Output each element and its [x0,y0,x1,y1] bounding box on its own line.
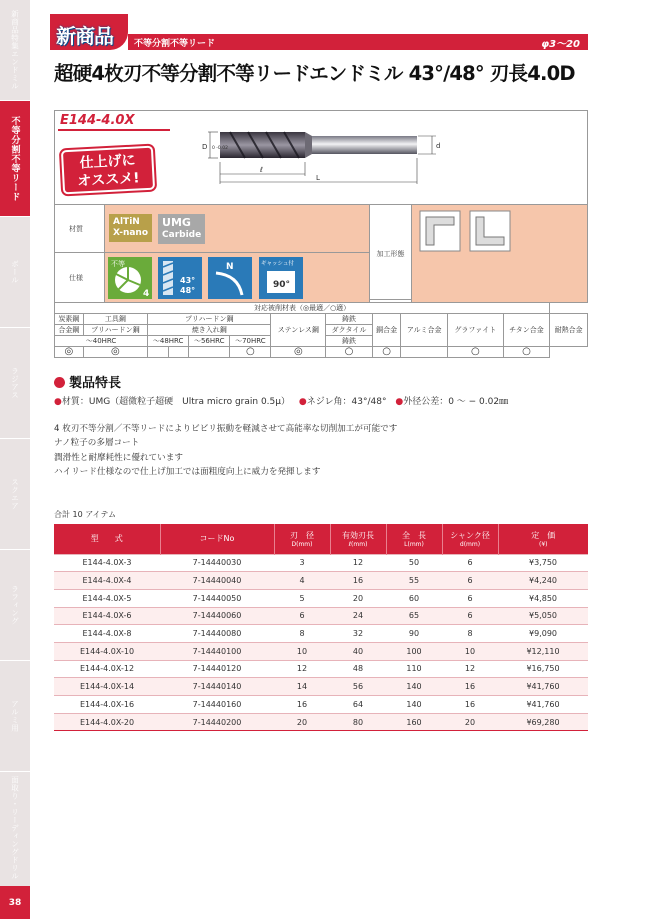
table-cell: 7-14440060 [160,607,274,625]
svg-text:43°: 43° [180,275,196,285]
svg-text:不等: 不等 [111,259,125,268]
helix-angle-icon [158,257,202,299]
col-header: 全 長 L(mm) [386,524,442,554]
table-cell: 20 [274,713,330,731]
header-bar [128,34,588,50]
table-cell: 6 [442,589,498,607]
table-cell: 7-14440120 [160,660,274,678]
shank [312,136,417,154]
svg-text:48°: 48° [180,285,196,295]
mat-header: グラファイト [447,314,503,347]
table-cell: 6 [442,554,498,572]
table-cell: 48 [330,660,386,678]
mat-hardness: 鋳鉄 [326,336,373,347]
table-cell: 3 [274,554,330,572]
materials-table [54,302,588,358]
suitability-mark: ○ [230,347,271,358]
table-cell: ¥16,750 [498,660,588,678]
table-cell: 16 [442,696,498,714]
table-cell: 10 [442,642,498,660]
sidebar-tab-aluminum[interactable]: アルミ用 [10,700,20,732]
table-row [54,625,588,643]
table-cell: E144-4.0X-5 [54,589,160,607]
feature-summary: ●材質：UMG（超微粒子超硬 Ultra micro grain 0.5μ） ●ネジレ角：43°/48° ●外径公差：0 〜 − 0.02㎜ [54,397,509,407]
sidebar-tab-ball[interactable]: ボール [10,260,20,284]
svg-text:ギャッシュ付: ギャッシュ付 [260,260,294,267]
table-row [54,713,588,731]
mat-header: チタン合金 [503,314,549,347]
svg-text:90°: 90° [272,279,290,290]
ell-label: ℓ [260,166,263,174]
table-cell: 20 [330,589,386,607]
table-cell: 16 [274,696,330,714]
suitability-mark: ◎ [83,347,147,358]
features-heading: 製品特長 [54,372,121,391]
table-cell: 56 [330,678,386,696]
shank-d-label: d [436,142,441,150]
suitability-mark: ○ [503,347,549,358]
table-cell: 5 [274,589,330,607]
table-cell: 7-14440100 [160,642,274,660]
table-cell: 10 [274,642,330,660]
table-cell: 32 [330,625,386,643]
price-table [54,524,588,731]
table-cell: ¥3,750 [498,554,588,572]
mat-header: 耐熱合金 [550,314,588,347]
item-count: 合計 10 アイテム [54,510,117,519]
col-header: コードNo [160,524,274,554]
table-cell: 12 [274,660,330,678]
table-cell: 20 [442,713,498,731]
table-cell: 8 [274,625,330,643]
divider [58,129,170,131]
table-cell: ¥41,760 [498,678,588,696]
length-label: L [316,174,320,182]
table-cell: 65 [386,607,442,625]
mat-header: プリハードン鋼 [83,325,147,336]
sidebar-tab-roughing[interactable]: ラフィング [10,585,20,625]
tolerance-label: 0 -0.02 [212,146,228,151]
suitability-mark [148,347,169,358]
table-cell: 90 [386,625,442,643]
suitability-mark [401,347,448,358]
mat-header: ダクタイル [326,325,373,336]
table-cell: 110 [386,660,442,678]
feature-description: 4 枚刃不等分割／不等リードによりビビリ振動を軽減させて高能率な切削加工が可能です ナノ粒子の多層コート 潤滑性と耐摩耗性に優れています ハイリード仕様なので仕上げ加工では面粗度向上に威力を発揮します [54,424,398,477]
table-cell: ¥9,090 [498,625,588,643]
col-header: 型 式 [54,524,160,554]
page-number: 38 [0,886,30,919]
mat-hardness: 〜48HRC [148,336,189,347]
table-cell: 7-14440160 [160,696,274,714]
mat-header: 焼き入れ鋼 [148,325,271,336]
table-row [54,696,588,714]
table-cell: E144-4.0X-10 [54,642,160,660]
page-title: 超硬4枚刃不等分割不等リードエンドミル 43°/48° 刃長4.0D [54,62,575,85]
mat-header: プリハードン鋼 [148,314,271,325]
table-cell: E144-4.0X-8 [54,625,160,643]
machining-shape [412,205,588,303]
table-cell: E144-4.0X-14 [54,678,160,696]
table-cell: 50 [386,554,442,572]
material-badges [105,205,370,253]
carbide-badge: UMG Carbide [158,214,205,244]
table-cell: 12 [442,660,498,678]
table-cell: 140 [386,678,442,696]
col-header: 定 価 (¥) [498,524,588,554]
table-cell: E144-4.0X-20 [54,713,160,731]
table-cell: E144-4.0X-12 [54,660,160,678]
table-cell: ¥41,760 [498,696,588,714]
table-cell: 16 [330,572,386,590]
table-cell: 12 [330,554,386,572]
diameter-range: φ3〜20 [541,39,580,50]
col-header: 刃 径 D(mm) [274,524,330,554]
mat-header: ステンレス鋼 [271,314,326,347]
table-cell: 6 [442,572,498,590]
mat-header: 鋳鉄 [326,314,373,325]
table-cell: 7-14440050 [160,589,274,607]
table-row [54,642,588,660]
suitability-mark: ○ [326,347,373,358]
table-cell: 7-14440200 [160,713,274,731]
shape-label: 加工形態 [370,205,412,303]
mat-hardness: 〜56HRC [189,336,230,347]
sidebar-tab-square[interactable]: スクエア [10,478,20,510]
table-cell: 40 [330,642,386,660]
suitability-mark: ◎ [271,347,326,358]
suitability-mark [168,347,189,358]
table-cell: 7-14440080 [160,625,274,643]
svg-text:4: 4 [143,288,150,299]
table-cell: 140 [386,696,442,714]
mat-header: 工具鋼 [83,314,147,325]
table-cell: 160 [386,713,442,731]
mat-header: 合金鋼 [55,325,84,336]
suitability-mark [189,347,230,358]
table-cell: 100 [386,642,442,660]
suitability-mark: ○ [447,347,503,358]
material-label: 材質 [55,205,105,253]
table-cell: 8 [442,625,498,643]
table-cell: 16 [442,678,498,696]
table-row [54,554,588,572]
sidebar-tab-featured[interactable]: 新商品特集エンドミル [10,10,20,90]
new-product-badge: 新商品 [50,14,128,50]
table-cell: 7-14440040 [160,572,274,590]
endmill-drawing [200,124,460,204]
table-cell: 14 [274,678,330,696]
table-row [54,660,588,678]
table-cell: 7-14440140 [160,678,274,696]
table-cell: 80 [330,713,386,731]
shoulder-icon [418,209,518,259]
table-cell: ¥4,240 [498,572,588,590]
table-cell: 24 [330,607,386,625]
table-cell: 4 [274,572,330,590]
table-cell: ¥5,050 [498,607,588,625]
d-label: D [202,143,208,151]
table-cell: ¥69,280 [498,713,588,731]
table-cell: 7-14440030 [160,554,274,572]
unequal-flute-icon [108,257,152,299]
table-cell: 6 [274,607,330,625]
table-cell: E144-4.0X-6 [54,607,160,625]
table-row [54,589,588,607]
sidebar-tab-radius[interactable]: ラジアス [10,367,20,399]
col-header: 有効刃長 ℓ(mm) [330,524,386,554]
recommend-stamp: 仕上げに オススメ! [61,146,155,195]
spec-table [54,204,588,303]
table-cell: E144-4.0X-3 [54,554,160,572]
suitability-mark: ◎ [55,347,84,358]
mat-header: アルミ合金 [401,314,448,347]
col-header: シャンク径 d(mm) [442,524,498,554]
table-cell: ¥4,850 [498,589,588,607]
svg-text:N: N [226,261,235,272]
table-cell: ¥12,110 [498,642,588,660]
sidebar-tab-unequal[interactable]: 不等分割不等リード [0,101,30,216]
header-subtitle: 不等分割不等リード [134,39,216,49]
table-row [54,572,588,590]
mat-header: 炭素鋼 [55,314,84,325]
table-cell: 6 [442,607,498,625]
spec-label: 仕様 [55,253,105,303]
table-cell: 55 [386,572,442,590]
table-cell: E144-4.0X-16 [54,696,160,714]
mat-hardness: 〜40HRC [55,336,148,347]
suitability-mark: ○ [372,347,401,358]
table-cell: 64 [330,696,386,714]
table-cell: 60 [386,589,442,607]
table-row [54,678,588,696]
mat-header: 銅合金 [372,314,401,347]
mat-hardness: 〜70HRC [230,336,271,347]
table-row [54,607,588,625]
table-cell: E144-4.0X-4 [54,572,160,590]
spec-icons [105,253,370,303]
neji-icon [208,257,252,299]
materials-title: 対応被削材表（◎最適／○適） [55,303,550,314]
sidebar-tab-chamfer[interactable]: 面取り・リーディングドリル [10,776,20,880]
gash-icon [259,257,303,299]
coating-badge: AlTiN X-nano [109,214,152,242]
product-code: E144-4.0X [60,113,135,128]
sidebar [0,0,30,919]
